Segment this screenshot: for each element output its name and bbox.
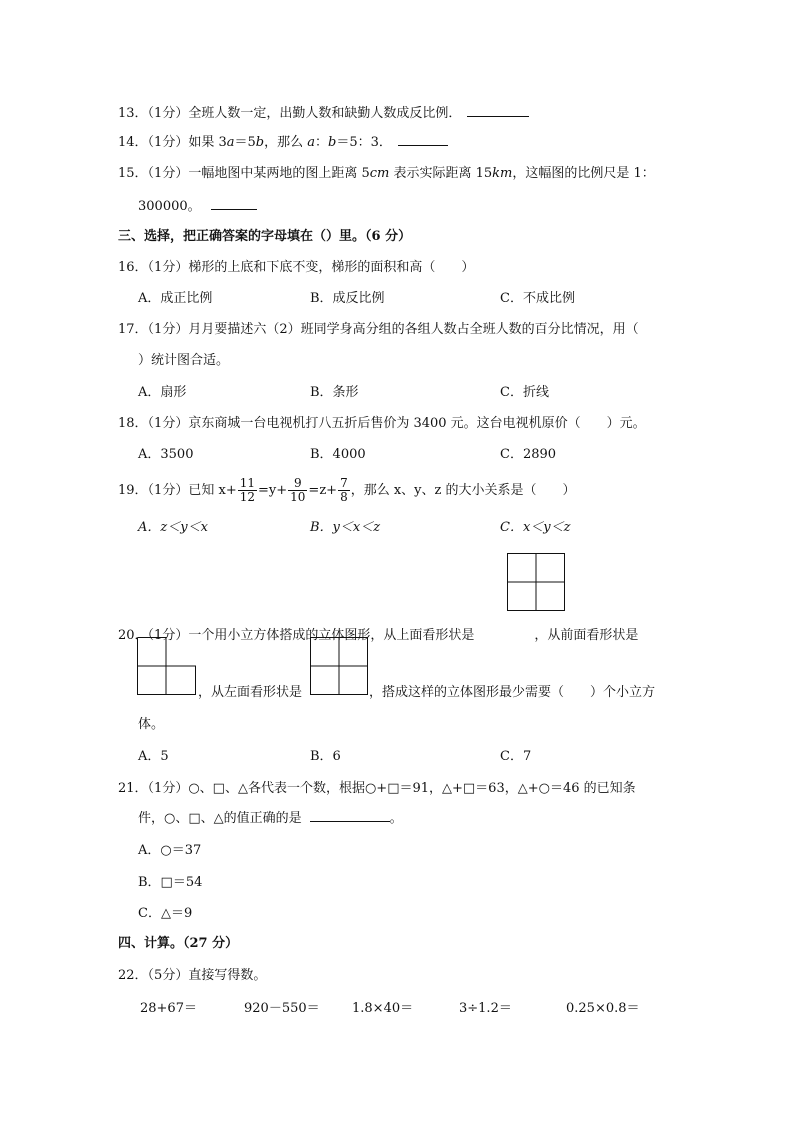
fraction-7-8: $\frac{7}{8}$ bbox=[340, 476, 348, 504]
option-21-a[interactable]: A．○＝37 bbox=[138, 843, 202, 858]
option-18-c[interactable]: C．2890 bbox=[500, 447, 557, 462]
question-20-cont2: ，搭成这样的立体图形最少需要（ ）个小立方 bbox=[369, 685, 656, 700]
answer-blank-14[interactable] bbox=[398, 133, 448, 146]
option-19-c[interactable]: C．x＜y＜z bbox=[500, 520, 571, 535]
option-16-a[interactable]: A．成正比例 bbox=[138, 291, 213, 306]
question-18: 18．（1分）京东商城一台电视机打八五折后售价为 3400 元。这台电视机原价（ ）元。 bbox=[118, 416, 646, 431]
option-19-a[interactable]: A．z＜y＜x bbox=[138, 520, 208, 535]
question-15: 15．（1分）一幅地图中某两地的图上距离 5cm 表示实际距离 15km，这幅图的比例尺是 1： bbox=[118, 166, 655, 181]
answer-blank-21[interactable] bbox=[310, 809, 390, 822]
question-21: 21．（1分）○、□、△各代表一个数，根据○+□＝91，△+□＝63，△+○＝46 的已知条 bbox=[118, 781, 636, 796]
calc-item[interactable]: 3÷1.2＝ bbox=[459, 1001, 512, 1016]
question-15-cont: 300000。 bbox=[138, 197, 257, 217]
calc-item[interactable]: 920－550＝ bbox=[244, 1001, 320, 1016]
question-20: 20．（1分）一个用小立方体搭成的立体图形，从上面看形状是 ，从前面看形状是 bbox=[118, 628, 639, 643]
option-17-a[interactable]: A．扇形 bbox=[138, 385, 187, 400]
question-21-cont: 件，○、□、△的值正确的是 。 bbox=[138, 811, 403, 826]
option-21-b[interactable]: B．□＝54 bbox=[138, 875, 203, 890]
fraction-9-10: $\frac{9}{10}$ bbox=[290, 476, 306, 504]
option-18-b[interactable]: B．4000 bbox=[310, 447, 366, 462]
left-view-grid bbox=[310, 637, 368, 695]
option-20-b[interactable]: B．6 bbox=[310, 749, 341, 764]
option-16-c[interactable]: C．不成比例 bbox=[500, 291, 575, 306]
section-3-title: 三、选择，把正确答案的字母填在（）里。（6 分） bbox=[118, 229, 412, 244]
top-view-grid bbox=[507, 553, 565, 611]
option-17-c[interactable]: C．折线 bbox=[500, 385, 549, 400]
calc-item[interactable]: 28+67＝ bbox=[140, 1001, 197, 1016]
question-13: 13．（1分）全班人数一定，出勤人数和缺勤人数成反比例． bbox=[118, 104, 529, 124]
question-20-end: 体。 bbox=[138, 717, 165, 732]
front-view-grid bbox=[137, 637, 197, 695]
option-18-a[interactable]: A．3500 bbox=[138, 447, 194, 462]
option-20-c[interactable]: C．7 bbox=[500, 749, 532, 764]
question-20-cont: ，从左面看形状是 bbox=[198, 685, 303, 700]
calc-item[interactable]: 0.25×0.8＝ bbox=[566, 1001, 640, 1016]
option-19-b[interactable]: B．y＜x＜z bbox=[310, 520, 381, 535]
question-14: 14．（1分）如果 3a＝5b，那么 a：b＝5：3． bbox=[118, 133, 448, 153]
option-17-b[interactable]: B．条形 bbox=[310, 385, 359, 400]
question-17-cont: ）统计图合适。 bbox=[138, 353, 230, 368]
answer-blank-13[interactable] bbox=[467, 104, 529, 117]
question-22: 22．（5分）直接写得数。 bbox=[118, 968, 267, 983]
option-20-a[interactable]: A．5 bbox=[138, 749, 169, 764]
section-4-title: 四、计算。（27 分） bbox=[118, 936, 239, 951]
fraction-11-12: $\frac{11}{12}$ bbox=[239, 476, 255, 504]
answer-blank-15[interactable] bbox=[211, 197, 257, 210]
option-21-c[interactable]: C．△＝9 bbox=[138, 906, 193, 921]
question-17: 17．（1分）月月要描述六（2）班同学身高分组的各组人数占全班人数的百分比情况，用（ bbox=[118, 322, 639, 337]
option-16-b[interactable]: B．成反比例 bbox=[310, 291, 385, 306]
question-16: 16．（1分）梯形的上底和下底不变，梯形的面积和高（ ） bbox=[118, 260, 475, 275]
calc-item[interactable]: 1.8×40＝ bbox=[352, 1001, 414, 1016]
question-19: 19．（1分）已知 x+ $\frac{11}{12}$ =y+ $\frac{9}{10}$ =z+ $\frac{7}{8}$ ，那么 x、y、z 的大小关系是（ ） bbox=[118, 476, 576, 504]
